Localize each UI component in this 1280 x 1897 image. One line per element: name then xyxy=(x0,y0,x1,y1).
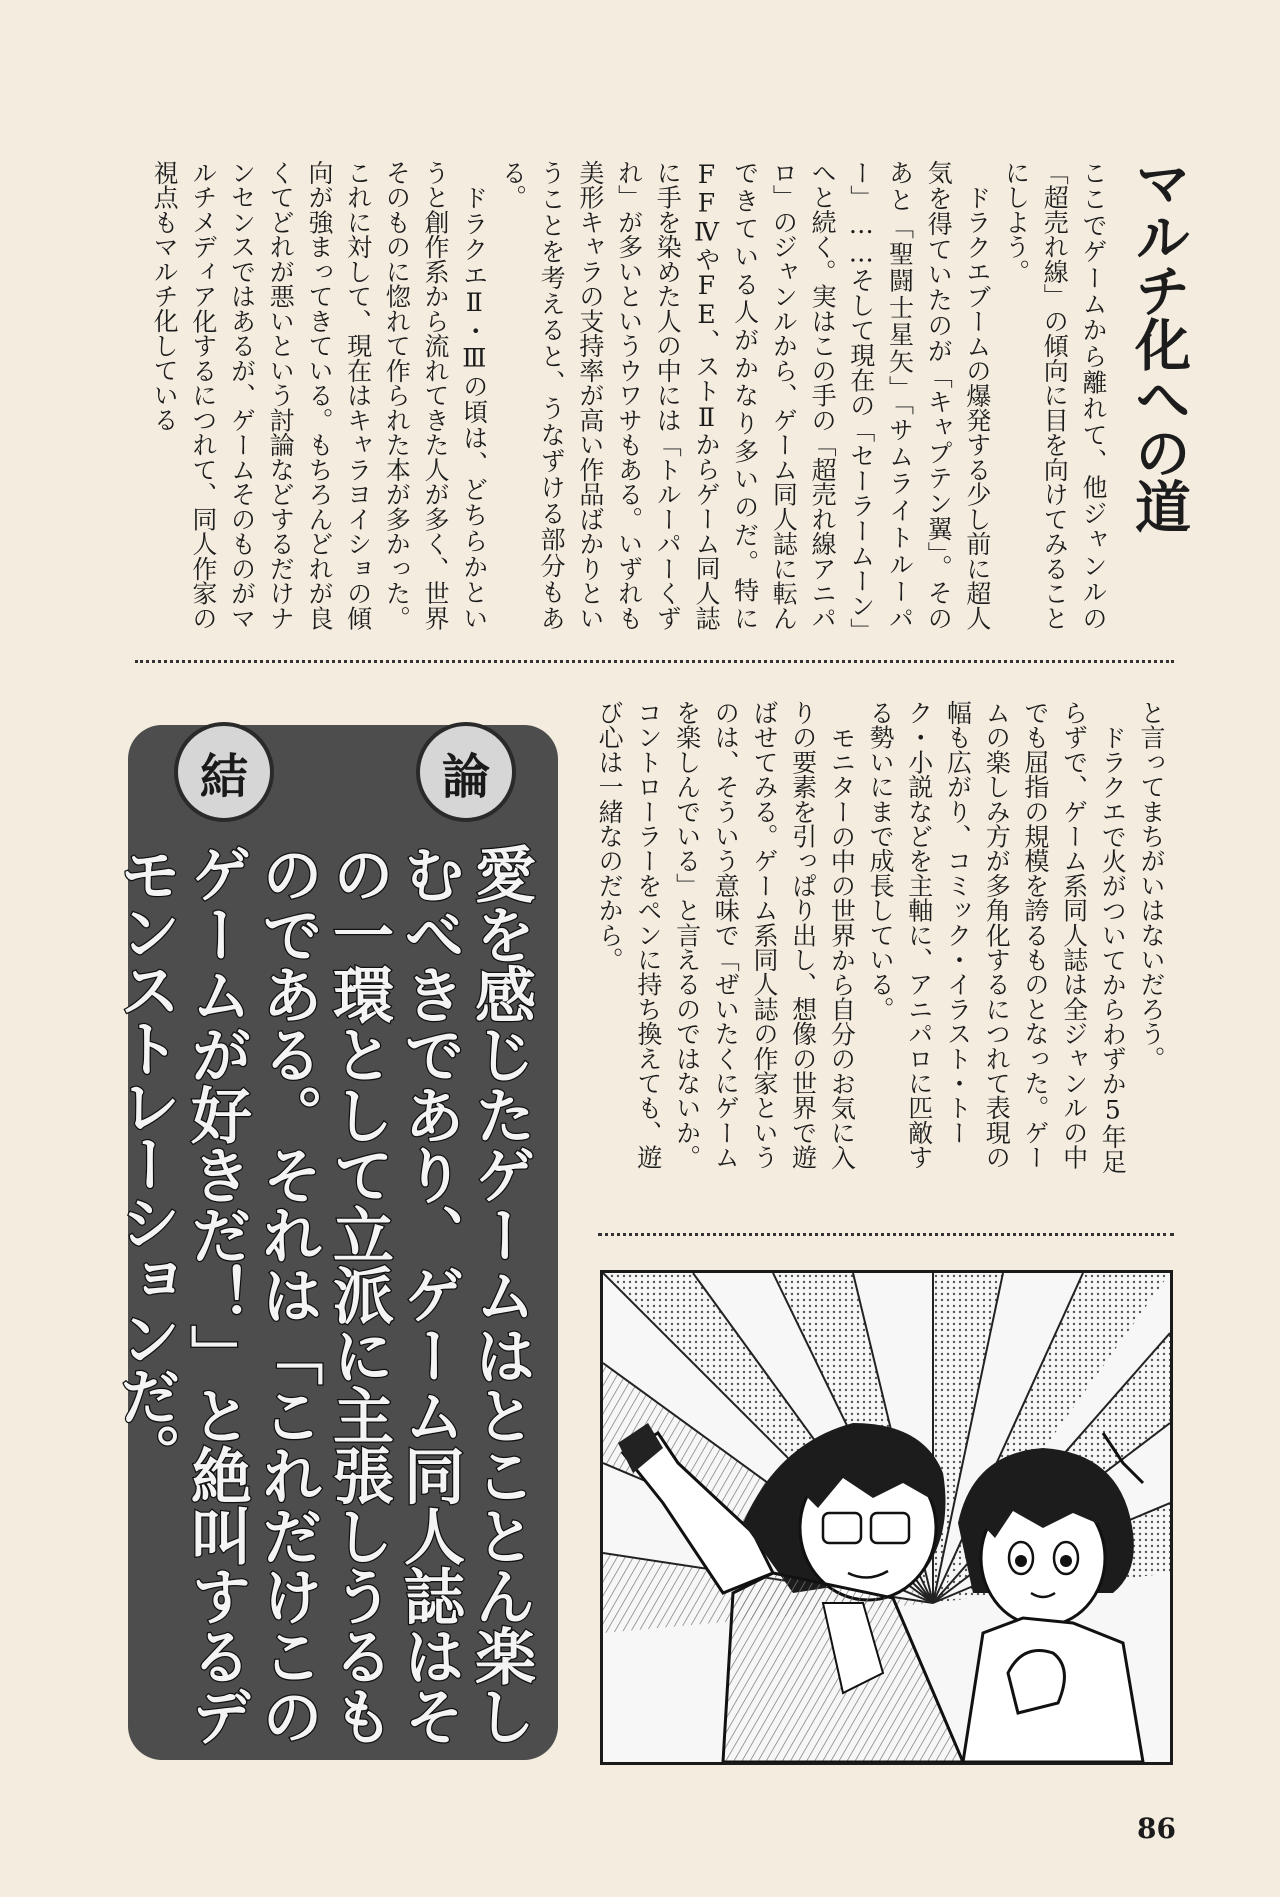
paragraph: ドラクエⅡ・Ⅲの頃は、どちらかというと創作系から流れてきた人が多く、世界そのものに惚れて作られた本が多かった。これに対して、現在はキャラヨイショの傾向が強まってきている。もちろんどれが良くてどれが悪いという討論などするだけナンセンスではあるが、ゲームそのものがマルチメディア化するにつれて、同人作家の視点もマルチ化している xyxy=(150,160,489,630)
conclusion-badge-ketsu: 結 xyxy=(174,722,274,822)
page-number: 86 xyxy=(1137,1812,1176,1845)
paragraph: と言ってまちがいはないだろう。 xyxy=(1137,700,1166,1071)
manga-illustration xyxy=(600,1270,1173,1765)
conclusion-text: 愛を感じたゲームはとことん楽しむべきであり、ゲーム同人誌はその一環として立派に主張しうるものである。それは「これだけこのゲームが好きだ！」と絶叫するデモンストレーションだ。 xyxy=(110,843,536,1743)
section-heading: マルチ化への道 xyxy=(1126,154,1191,532)
dotted-divider xyxy=(598,1233,1174,1236)
continued-article-text xyxy=(595,700,1170,1190)
paragraph: ここでゲームから離れて、他ジャンルの「超売れ線」の傾向に目を向けてみることにしよう。 xyxy=(1001,160,1108,630)
dotted-divider xyxy=(135,660,1174,663)
paragraph: モニターの中の世界から自分のお気に入りの要素を引っぱり出し、想像の世界で遊ばせてみる。ゲーム系同人誌の作家というのは、そういう意味で「ぜいたくにゲームを楽しんでいる」と言えるのではないか。コントローラーをペンに持ち換えても、遊び心は一緒なのだから。 xyxy=(595,700,857,1170)
paragraph: ドラクエブームの爆発する少し前に超人気を得ていたのが「キャプテン翼」。そのあと「聖闘士星矢」「サムライトルーパー」……そして現在の「セーラームーン」へと続く。実はこの手の「超売れ線アニパロ」のジャンルから、ゲーム同人誌に転んできている人がかなり多いのだ。特にFFⅣやFE、ストⅡからゲーム同人誌に手を染めた人の中には「トルーパーくずれ」が多いというウワサもある。いずれも美形キャラの支持率が高い作品ばかりということを考えると、うなずける部分もある。 xyxy=(498,160,992,630)
paragraph: ドラクエで火がついてからわずか5年足らずで、ゲーム系同人誌は全ジャンルの中でも屈指の規模を誇るものとなった。ゲームの楽しみ方が多角化するにつれて表現の幅も広がり、コミック・イラスト・トーク・小説などを主軸に、アニパロに匹敵する勢いにまで成長している。 xyxy=(866,700,1128,1174)
manga-illustration-drawing xyxy=(603,1273,1170,1762)
conclusion-panel xyxy=(110,725,558,1760)
top-article-text xyxy=(112,160,1112,630)
conclusion-badge-ron: 論 xyxy=(416,722,516,822)
